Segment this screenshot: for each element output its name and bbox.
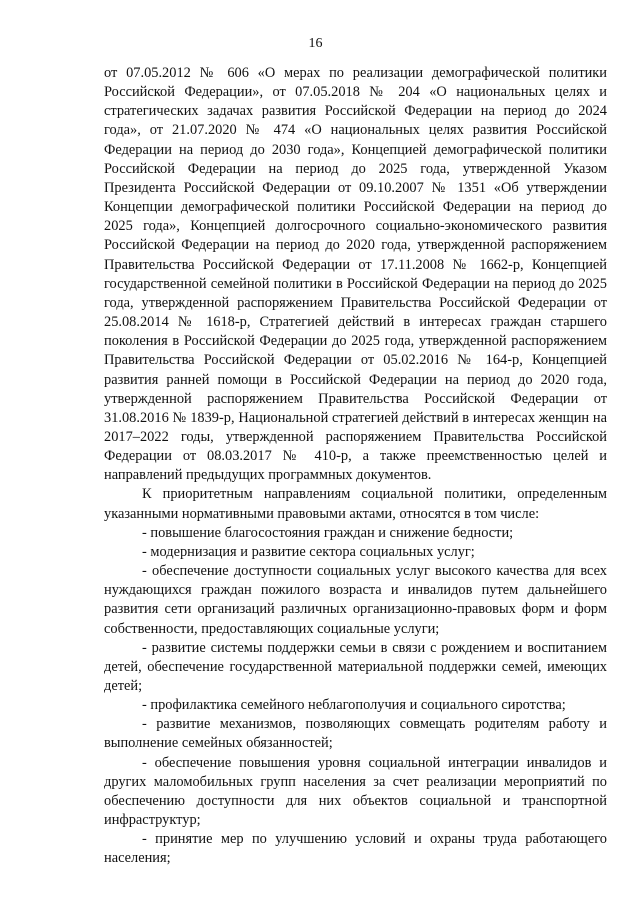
list-item-work-family-balance: - развитие механизмов, позволяющих совмещать родителям работу и выполнение семейных обязанностей; bbox=[104, 716, 607, 752]
list-item-welfare: - повышение благосостояния граждан и снижение бедности; bbox=[142, 524, 514, 541]
list-item-family-support: - развитие системы поддержки семьи в связи с рождением и воспитанием детей, обеспечение государственной материальной поддержки семей, имеющих детей; bbox=[104, 639, 607, 694]
list-item-orphanhood-prevention: - профилактика семейного неблагополучия и социального сиротства; bbox=[142, 697, 566, 714]
list-item-service-accessibility: - обеспечение доступности социальных услуг высокого качества для всех нуждающихся граждан пожилого возраста и инвалидов путем дальнейшего развития сети организаций различных организационно-правовых форм и форм собственности, предоставляющих социальные услуги; bbox=[104, 563, 607, 637]
list-item-labor-safety: - принятие мер по улучшению условий и охраны труда работающего населения; bbox=[104, 831, 607, 867]
list-item-disability-integration: - обеспечение повышения уровня социальной интеграции инвалидов и других маломобильных групп населения за счет реализации мероприятий по обеспечению доступности для них объектов социальной и транспортной инфраструктур; bbox=[104, 754, 607, 829]
list-item-social-services: - модернизация и развитие сектора социальных услуг; bbox=[142, 543, 475, 560]
page-number: 16 bbox=[308, 36, 323, 51]
paragraph-legal-basis: от 07.05.2012 № 606 «О мерах по реализации демографической политики Российской Федерации», от 07.05.2018 № 204 «О национальных целях и стратегических задачах развития Российской Федерации на период до 2024 года», от 21.07.2020 № 474 «О национальных целях развития Российской Федерации на период до 2030 года», Концепцией демографической политики Российской Федерации на период до 2025 года, утвержденной Указом Президента Российской Федерации от 09.10.2007 № 1351 «Об утверждении Концепции демографической политики Российской Федерации на период до 2025 года», Концепцией долгосрочного социально-экономического развития Российской Федерации на период до 2020 года, утвержденной распоряжением Правительства Российской Федерации от 17.11.2008 № 1662-р, Концепцией государственной семейной политики в Российской Федерации на период до 2025 года, утвержденной распоряжением Правительства Российской Федерации от 25.08.2014 № 1618-р, Стратегией действий в интересах граждан старшего поколения в Российской Федерации до 2025 года, утвержденной распоряжением Правительства Российской Федерации от 05.02.2016 № 164-р, Концепцией развития ранней помощи в Российской Федерации на период до 2020 года, утвержденной распоряжением Правительства Российской Федерации от 31.08.2016 № 1839-р, Национальной стратегией действий в интересах женщин на 2017–2022 годы, утвержденной распоряжением Правительства Российской Федерации от 08.03.2017 № 410-р, а также преемственностью целей и направлений предыдущих программных документов. bbox=[104, 65, 607, 484]
document-body bbox=[104, 64, 607, 869]
paragraph-priorities-intro: К приоритетным направлениям социальной политики, определенным указанными нормативными правовыми актами, относятся в том числе: bbox=[104, 486, 607, 522]
